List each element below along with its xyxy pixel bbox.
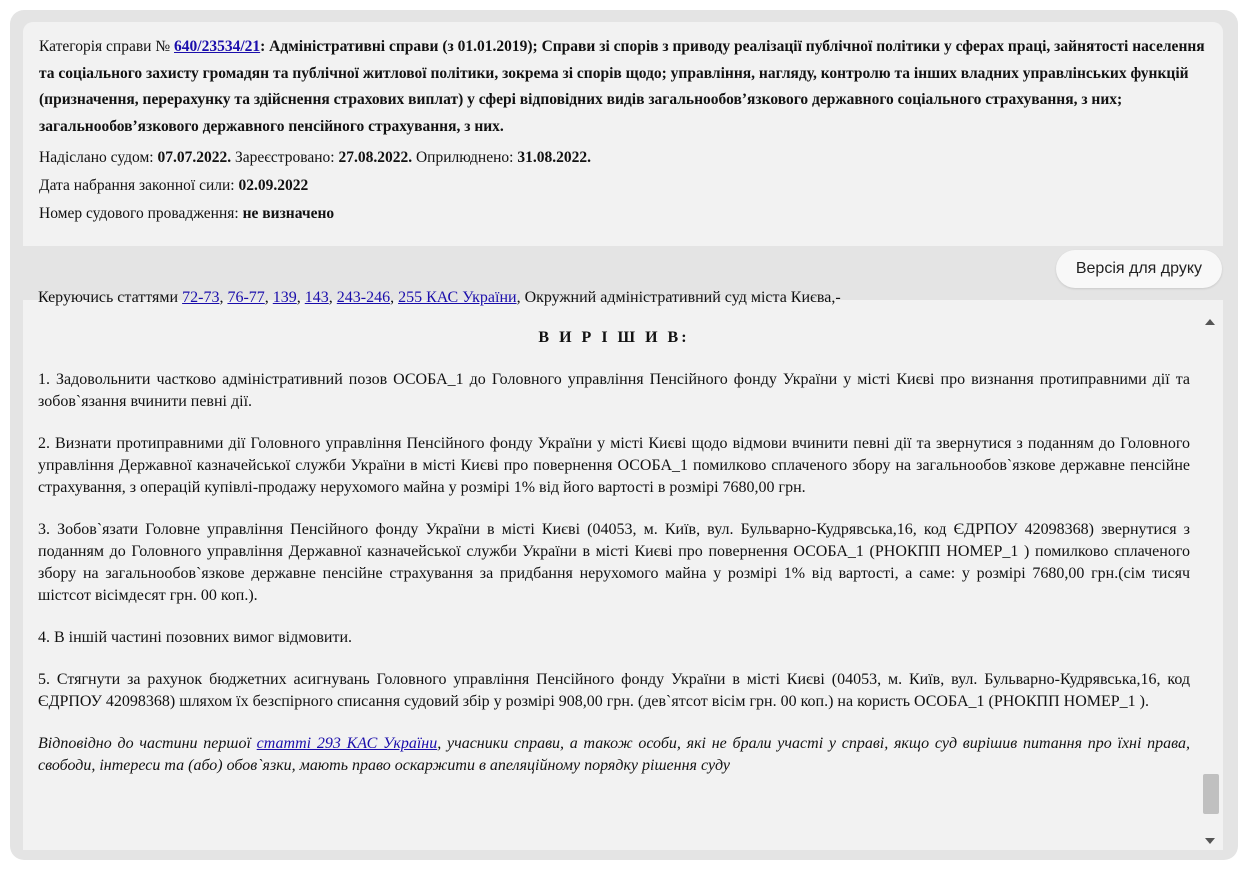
appeal-suffix: , учасники справи, а також особи, які не брали участі у справі, якщо суд вирішив питання про їхні права, свободи, інтереси та (або) обов`язки, мають право оскаржити в апеляційному порядку рішення суду	[38, 735, 1191, 774]
print-version-button[interactable]: Версія для друку	[1056, 250, 1222, 288]
case-dates	[39, 147, 591, 169]
appeal-statute-link[interactable]: статті 293 КАС України	[256, 735, 438, 752]
document-viewer-panel	[10, 10, 1238, 860]
statute-link[interactable]: 76-77	[227, 289, 265, 306]
decision-paragraph-4: 4. В іншій частині позовних вимог відмовити.	[38, 629, 353, 646]
proceeding-number-row	[39, 203, 334, 225]
decision-text-area[interactable]	[23, 289, 1199, 850]
vertical-scrollbar[interactable]	[1199, 300, 1223, 850]
effective-label: Дата набрання законної сили:	[39, 177, 235, 194]
scroll-up-arrow-icon[interactable]	[1205, 319, 1215, 325]
published-label: Оприлюднено:	[415, 149, 514, 166]
decision-heading: В И Р І Ш И В:	[538, 329, 690, 346]
category-prefix: Категорія справи №	[39, 38, 171, 55]
published-date: 31.08.2022.	[517, 149, 591, 166]
statutes-suffix: , Окружний адміністративний суд міста Києва,-	[516, 289, 841, 306]
sent-date: 07.07.2022.	[157, 149, 232, 166]
case-info-panel	[23, 22, 1223, 246]
statute-link[interactable]: 139	[272, 289, 297, 306]
effective-date: 02.09.2022	[238, 177, 309, 194]
case-category	[39, 34, 1209, 140]
sent-label: Надіслано судом:	[39, 149, 154, 166]
registered-label: Зареєстровано:	[234, 149, 335, 166]
decision-paragraph-2: 2. Визнати протиправними дії Головного управління Пенсійного фонду України у місті Києві щодо відмови вчинити певні дії та звернутися з поданням до Головного управління Державної казначейської служби України в місті Києві про повернення ОСОБА_1 помилково сплаченого збору на загальнообов`язкове державне пенсійне страхування, з операцій купівлі-продажу нерухомого майна у розмірі 1% від його вартості в розмірі 7680,00 грн.	[38, 435, 1190, 496]
statute-link[interactable]: 72-73	[182, 289, 220, 306]
decision-paragraph-3: 3. Зобов`язати Головне управління Пенсійного фонду України в місті Києві (04053, м. Київ, вул. Бульварно-Кудрявська,16, код ЄДРПОУ 42098368) звернутися з поданням до Головного управління Державної казначейської служби України в місті Києві про повернення ОСОБА_1 (РНОКПП НОМЕР_1 ) помилково сплаченого збору на загальнообов`язкове державне пенсійне страхування за придбання нерухомого майна у розмірі 1% від вартості, а саме: у розмірі 7680,00 грн.(сім тисяч шістсот вісімдесят грн. 00 коп.).	[38, 521, 1190, 604]
statute-link[interactable]: 143	[304, 289, 329, 306]
statute-link[interactable]: 255 КАС України	[398, 289, 517, 306]
effective-date-row	[39, 175, 308, 197]
scroll-down-arrow-icon[interactable]	[1205, 838, 1215, 844]
decision-paragraph-1: 1. Задовольнити частково адміністративний позов ОСОБА_1 до Головного управління Пенсійного фонду України у місті Києві про визнання протиправними дії та зобов`язання вчинити певні дії.	[38, 371, 1190, 410]
decision-document	[38, 287, 1190, 797]
registered-date: 27.08.2022.	[338, 149, 413, 166]
proceeding-value: не визначено	[242, 205, 335, 222]
appeal-prefix: Відповідно до частини першої	[38, 735, 257, 752]
case-number-link[interactable]: 640/23534/21	[174, 38, 261, 55]
statute-link[interactable]: 243-246	[336, 289, 391, 306]
statutes-line: Керуючись статтями 72-73, 76-77, 139, 143, 243-246, 255 КАС України, Окружний адміністративний суд міста Києва,-	[38, 289, 841, 306]
proceeding-label: Номер судового провадження:	[39, 205, 239, 222]
appeal-paragraph	[38, 733, 1190, 777]
statutes-prefix: Керуючись статтями	[38, 289, 179, 306]
decision-paragraph-5: 5. Стягнути за рахунок бюджетних асигнувань Головного управління Пенсійного фонду України в місті Києві (04053, м. Київ, вул. Бульварно-Кудрявська,16, код ЄДРПОУ 42098368) шляхом їх безспірного списання судовий збір у розмірі 908,00 грн. (дев`ятсот вісім грн. 00 коп.) на користь ОСОБА_1 (РНОКПП НОМЕР_1 ).	[38, 671, 1190, 710]
category-text: : Адміністративні справи (з 01.01.2019); Справи зі спорів з приводу реалізації публічної політики у сферах праці, зайнятості населення та соціального захисту громадян та публічної житлової політики, зокрема зі спорів щодо; управління, нагляду, контролю та інших владних управлінських функцій (призначення, перерахунку та здійснення страхових виплат) у сфері відповідних видів загальнообов’язкового державного соціального страхування, з них; загальнообов’язкового державного пенсійного страхування, з них.	[39, 38, 1205, 135]
scrollbar-thumb[interactable]	[1203, 774, 1219, 814]
